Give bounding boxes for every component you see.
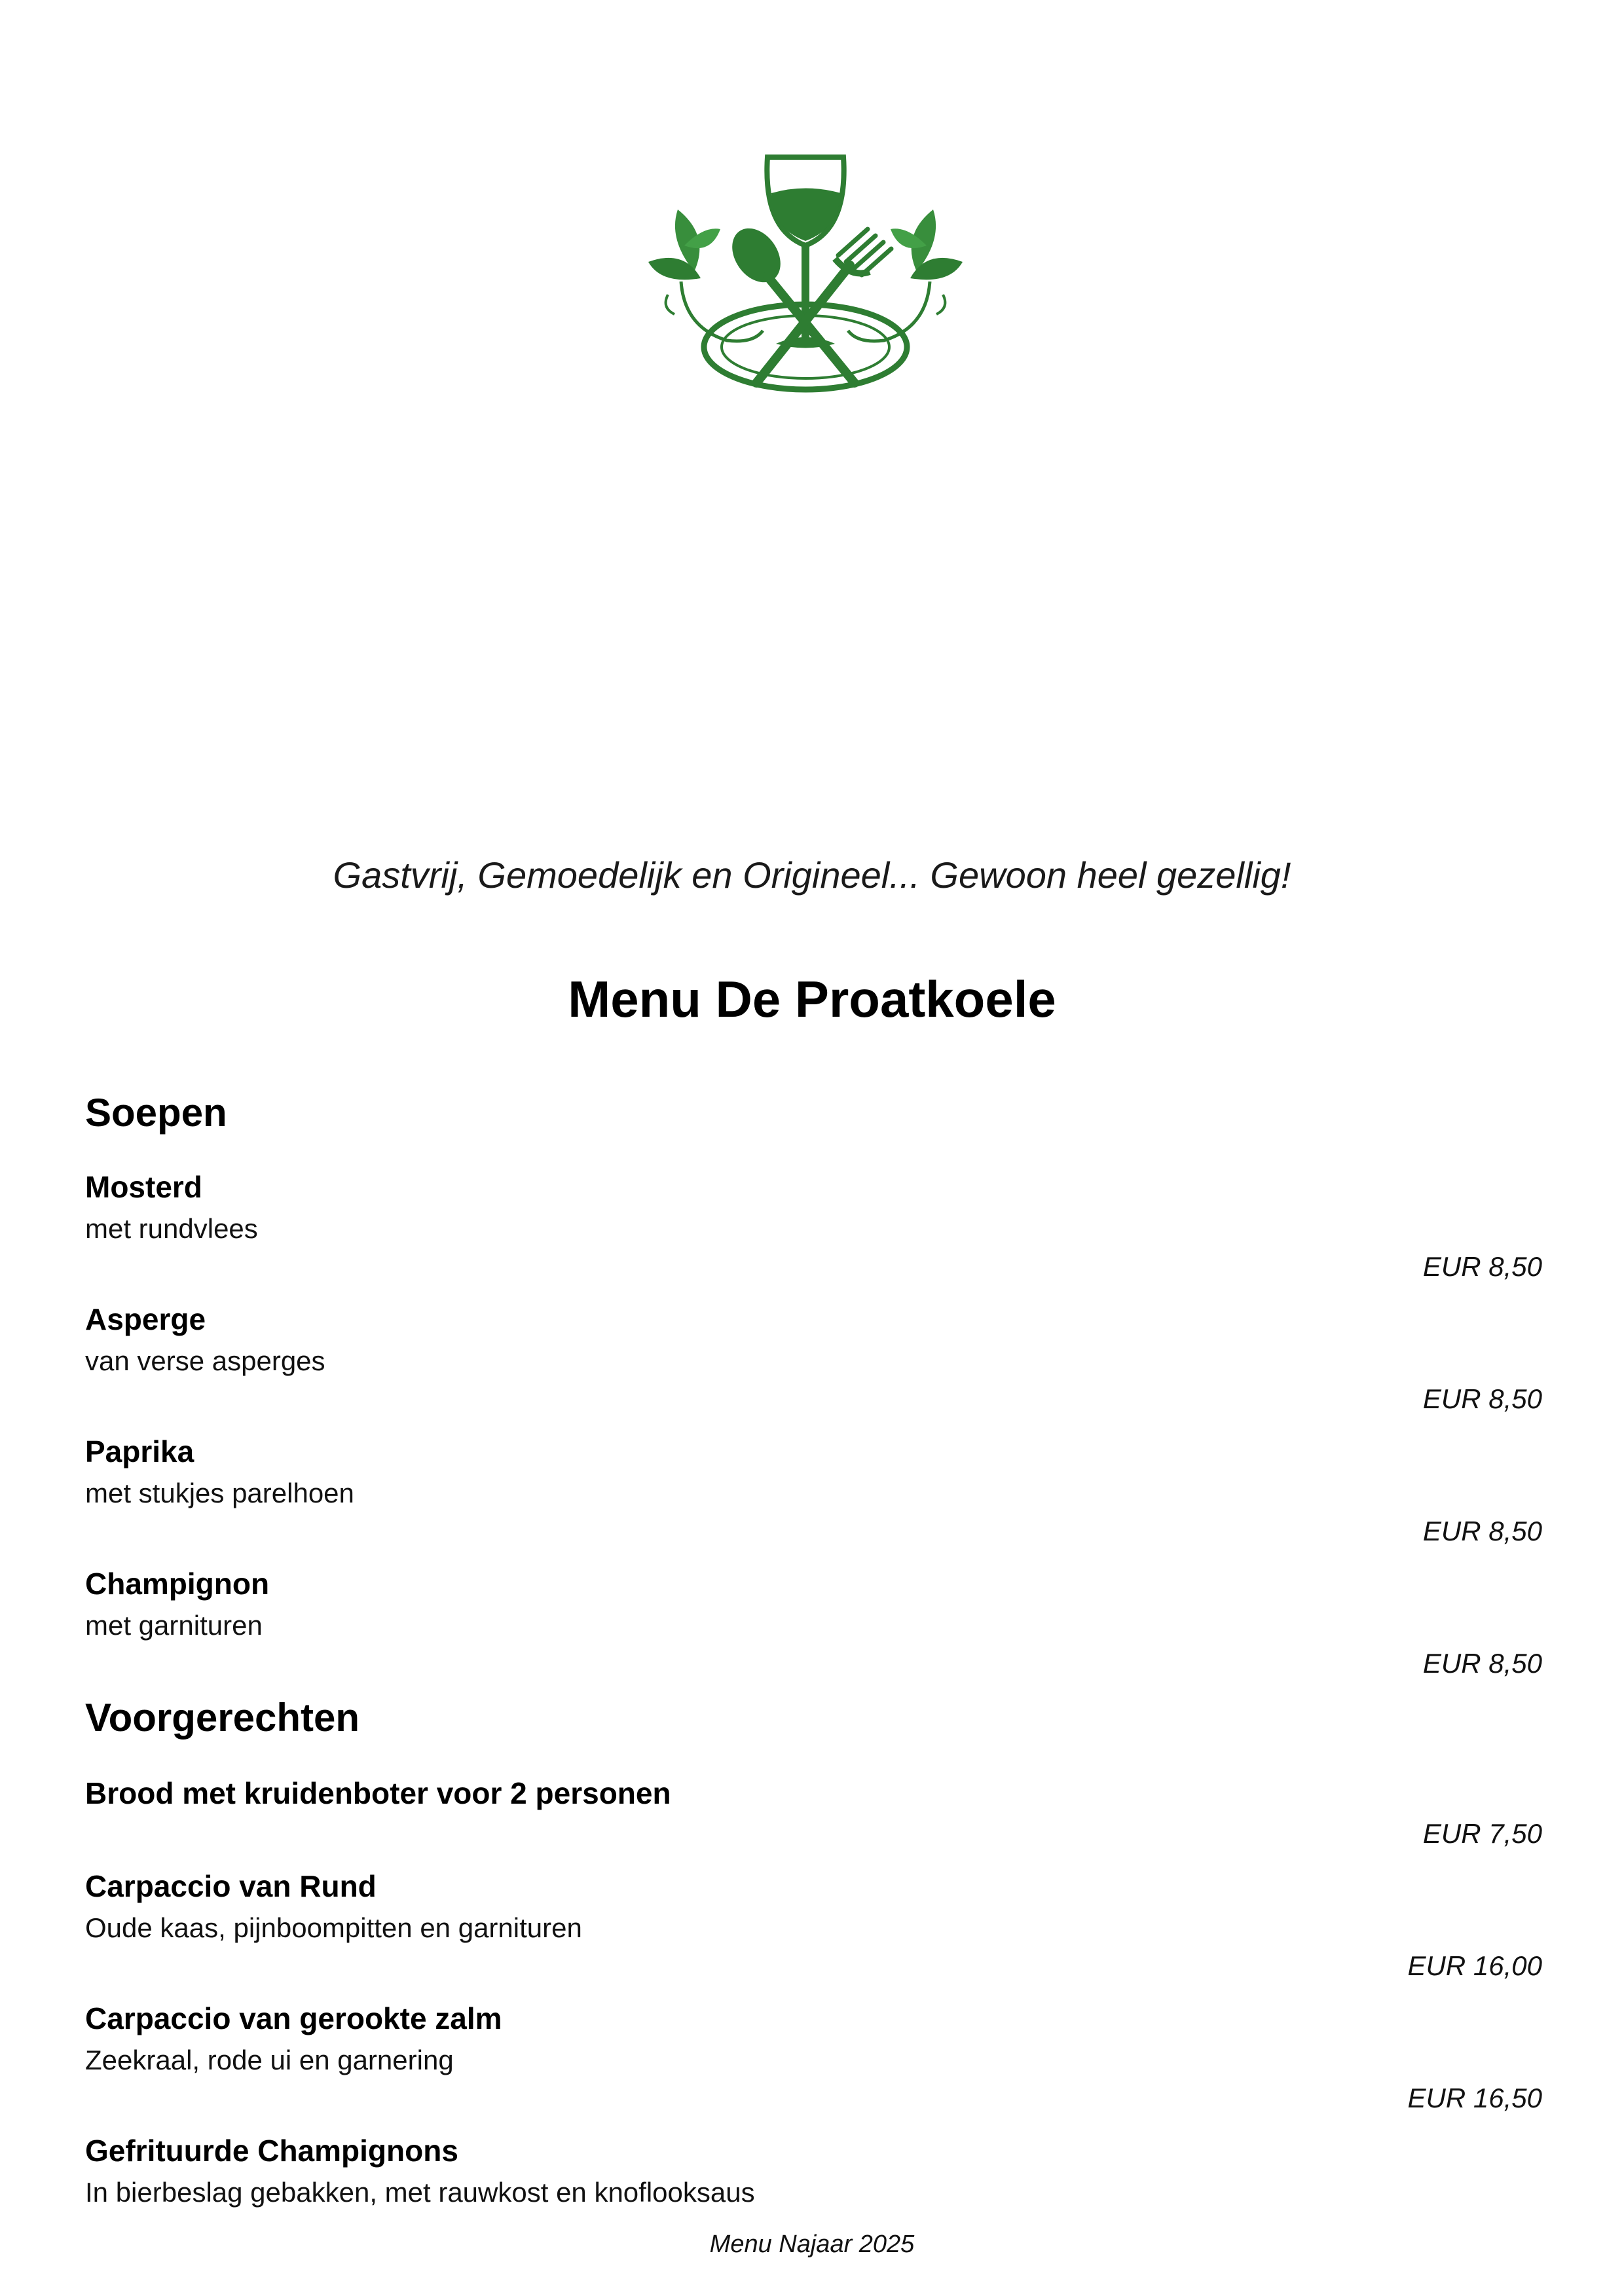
menu-item-name: Asperge — [85, 1302, 206, 1336]
tagline: Gastvrij, Gemoedelijk en Origineel... Gewoon heel gezellig! — [333, 854, 1291, 896]
menu-item-description: van verse asperges — [85, 1345, 325, 1376]
menu-item-name: Paprika — [85, 1434, 194, 1468]
menu-item-name: Gefrituurde Champignons — [85, 2134, 458, 2168]
menu-item-description: In bierbeslag gebakken, met rauwkost en knoflooksaus — [85, 2177, 755, 2208]
menu-item-price: EUR 8,50 — [1422, 1383, 1542, 1414]
menu-item-price: EUR 16,00 — [1407, 1950, 1542, 1981]
menu-item-description: Zeekraal, rode ui en garnering — [85, 2045, 454, 2075]
footer-text: Menu Najaar 2025 — [709, 2231, 915, 2258]
menu-item-name: Brood met kruidenboter voor 2 personen — [85, 1776, 671, 1810]
menu-item-description: Oude kaas, pijnboompitten en garnituren — [85, 1912, 582, 1943]
menu-title: Menu De Proatkoele — [568, 970, 1056, 1028]
menu-item-description: met stukjes parelhoen — [85, 1478, 354, 1508]
menu-item-name: Champignon — [85, 1567, 270, 1601]
menu-item-name: Carpaccio van gerookte zalm — [85, 2001, 502, 2035]
menu-item-description: met garnituren — [85, 1610, 263, 1641]
menu-item-price: EUR 8,50 — [1422, 1251, 1542, 1282]
menu-item-price: EUR 8,50 — [1422, 1516, 1542, 1546]
menu-item-price: EUR 8,50 — [1422, 1648, 1542, 1679]
menu-item-name: Mosterd — [85, 1170, 202, 1204]
restaurant-logo — [622, 131, 989, 406]
section-title-soepen: Soepen — [85, 1091, 227, 1135]
section-title-voorgerechten: Voorgerechten — [85, 1696, 360, 1740]
wine-glass-cutlery-leaves-icon — [622, 131, 989, 406]
menu-item-price: EUR 7,50 — [1422, 1818, 1542, 1849]
menu-item-price: EUR 16,50 — [1407, 2083, 1542, 2113]
menu-item-description: met rundvlees — [85, 1213, 258, 1244]
menu-item-name: Carpaccio van Rund — [85, 1869, 377, 1903]
